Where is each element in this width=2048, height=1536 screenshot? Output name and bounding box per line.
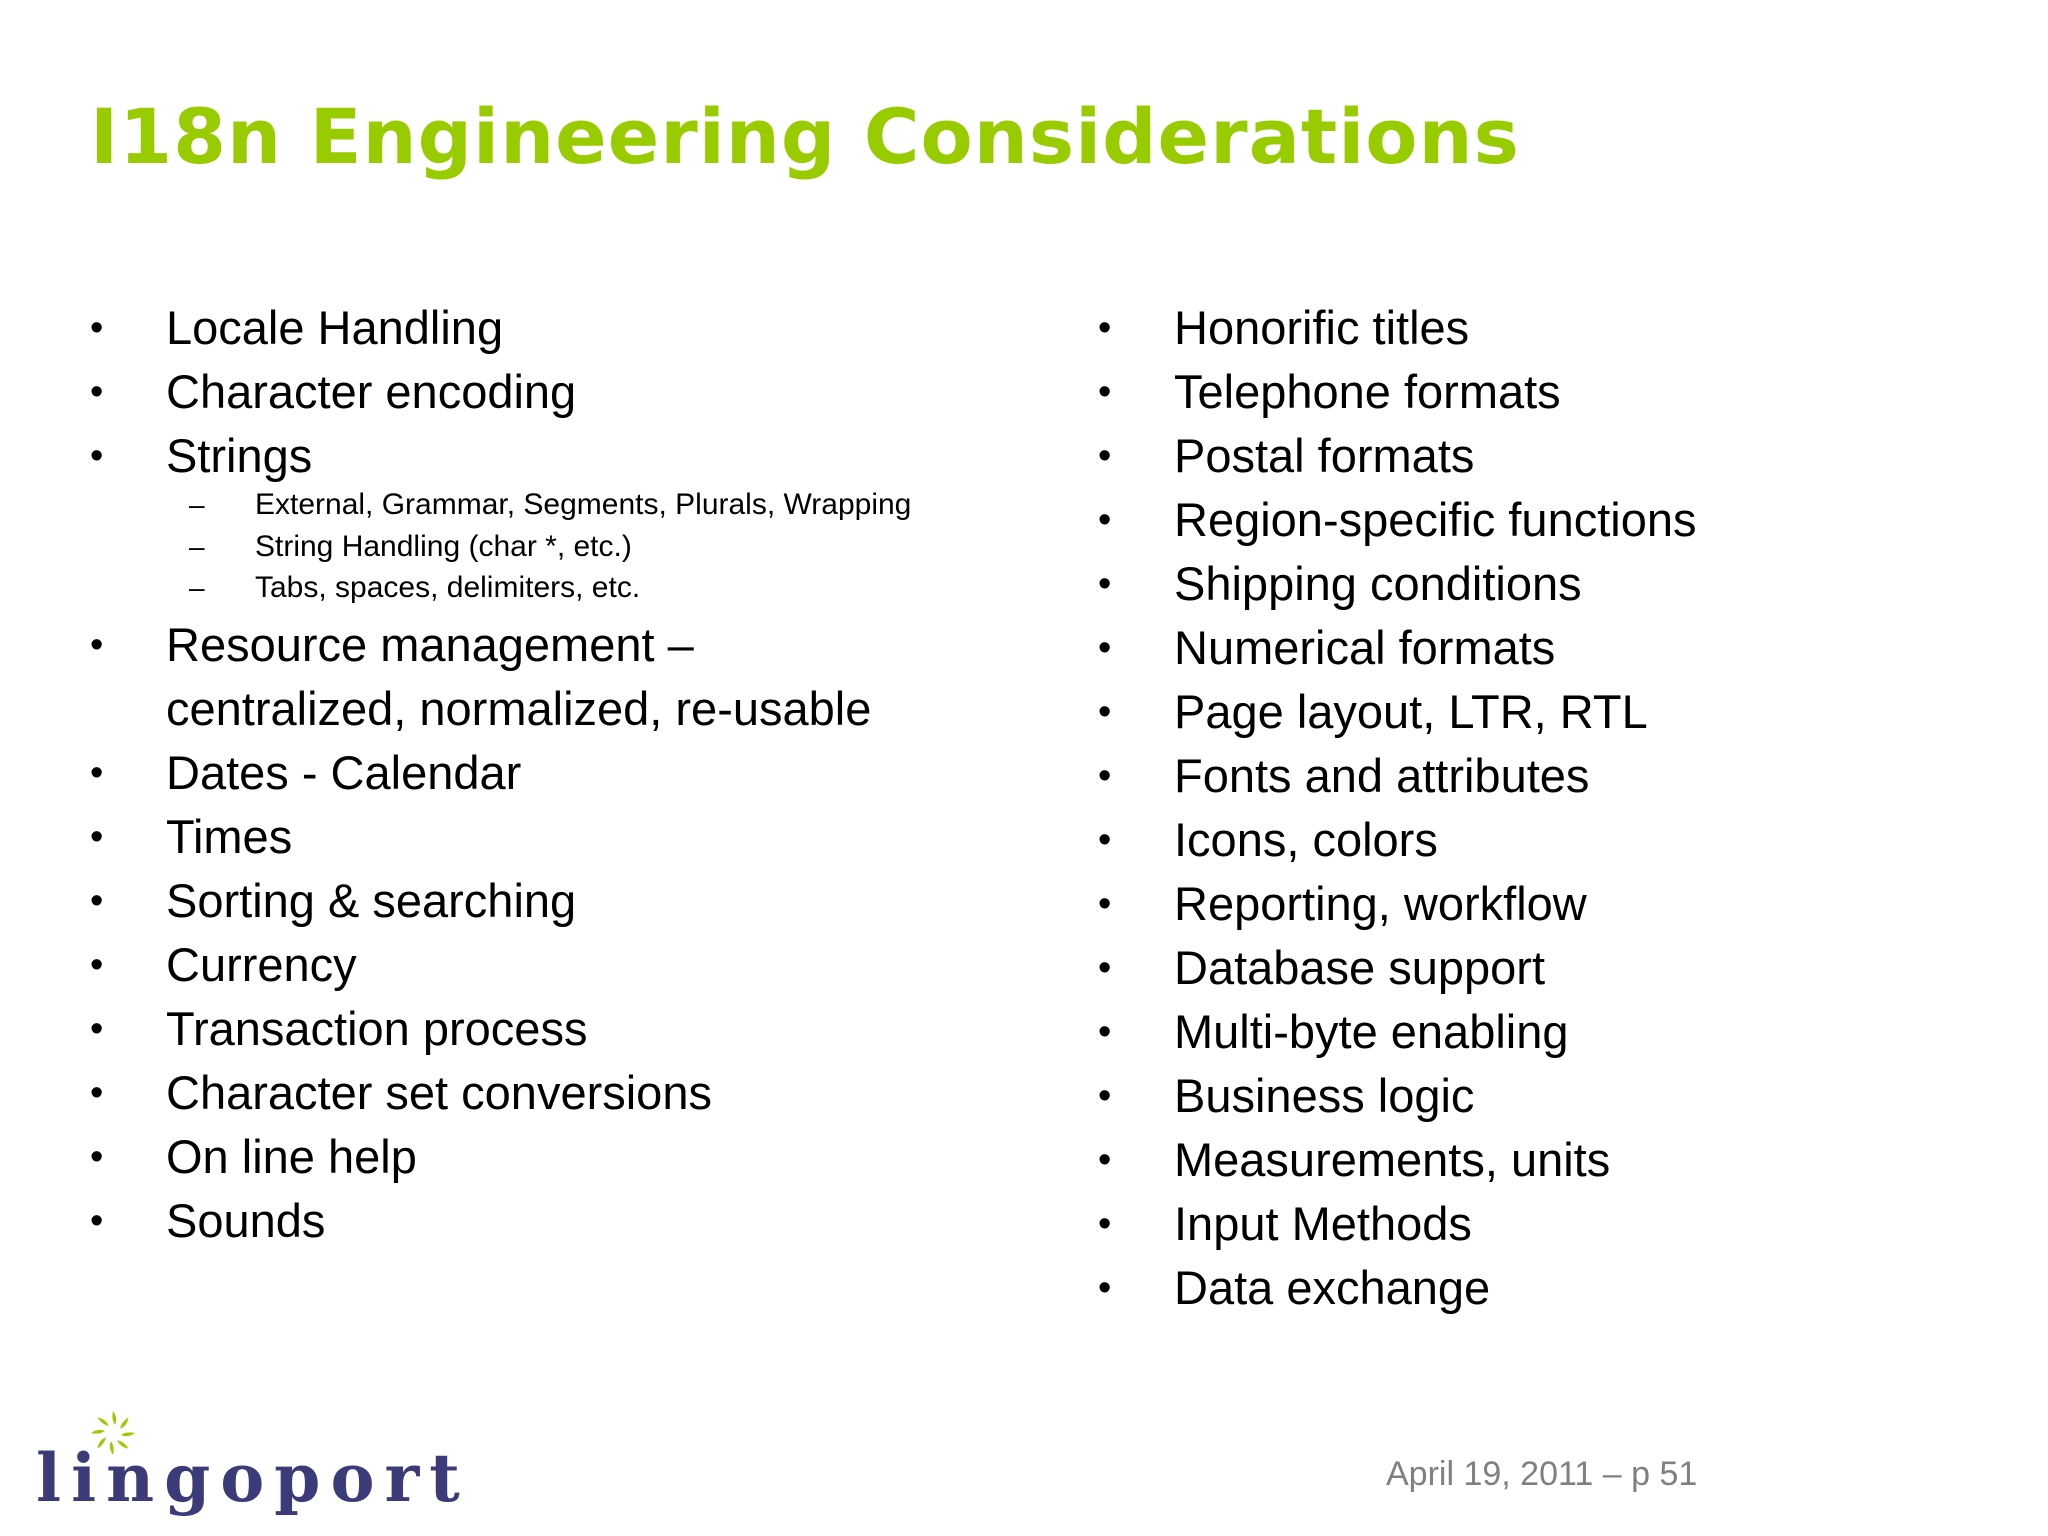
list-item: • Measurements, units — [1098, 1128, 1998, 1192]
list-item: • Shipping conditions — [1098, 552, 1998, 616]
list-item: • Region-specific functions — [1098, 488, 1998, 552]
list-item-text: • Character encoding — [166, 365, 577, 418]
logo-wordmark: lingoport — [36, 1439, 470, 1517]
list-item: • Data exchange — [1098, 1256, 1998, 1320]
list-item — [90, 296, 990, 360]
list-item-text: • Dates - Calendar — [166, 745, 522, 799]
list-item — [90, 613, 990, 741]
right-bullet-list — [1098, 296, 1998, 1320]
list-item: • Business logic — [1098, 1064, 1998, 1128]
list-item — [90, 869, 990, 933]
list-item: • Page layout, LTR, RTL — [1098, 680, 1998, 744]
list-item: • Database support — [1098, 936, 1998, 1000]
list-item — [90, 424, 990, 609]
sub-list-item-text: External, Grammar, Segments, Plurals, Wrapping — [255, 488, 912, 521]
dash-bullet: – — [189, 489, 205, 520]
sub-list-item — [90, 484, 990, 526]
sub-bullet-list — [166, 484, 990, 609]
list-item-text: • Locale Handling — [166, 301, 504, 354]
list-item — [90, 805, 990, 869]
list-item — [90, 1189, 990, 1253]
list-item: • Telephone formats — [1098, 360, 1998, 424]
list-item — [90, 1061, 990, 1125]
list-item-text: • Strings — [166, 429, 313, 482]
list-item-text: • Transaction process — [166, 1001, 588, 1055]
list-item-text: • Character set conversions — [166, 1065, 712, 1119]
list-item: • Fonts and attributes — [1098, 744, 1998, 808]
list-item-text: • Sounds — [166, 1193, 326, 1247]
footer-date-page: April 19, 2011 – p 51 — [1386, 1455, 1698, 1493]
sub-list-item-text: String Handling (char *, etc.) — [255, 529, 632, 563]
list-item — [90, 360, 990, 424]
list-item — [90, 1125, 990, 1189]
list-item: • Numerical formats — [1098, 616, 1998, 680]
list-item-text: • Sorting & searching — [166, 873, 577, 927]
list-item-text-continued: centralized, normalized, re-usable — [166, 681, 872, 735]
list-item: • Reporting, workflow — [1098, 872, 1998, 936]
list-item-text: • Times — [166, 809, 293, 863]
list-item: • Input Methods — [1098, 1192, 1998, 1256]
list-item: • Postal formats — [1098, 424, 1998, 488]
list-item — [90, 997, 990, 1061]
left-bullet-list — [90, 296, 990, 1253]
list-item-text: • Currency — [166, 937, 357, 991]
dash-bullet: – — [189, 530, 205, 562]
sub-list-item — [90, 567, 990, 609]
list-item-text: • Resource management – — [166, 617, 694, 671]
sub-list-item — [90, 526, 990, 568]
sub-list-item-text: Tabs, spaces, delimiters, etc. — [255, 571, 641, 604]
list-item — [90, 741, 990, 805]
lingoport-logo — [36, 1408, 470, 1518]
dash-bullet: – — [189, 572, 205, 603]
list-item: • Multi-byte enabling — [1098, 1000, 1998, 1064]
list-item: • Honorific titles — [1098, 296, 1998, 360]
list-item-text: • On line help — [166, 1129, 417, 1183]
slide-title: I18n Engineering Considerations — [90, 92, 1520, 181]
list-item: • Icons, colors — [1098, 808, 1998, 872]
list-item — [90, 933, 990, 997]
